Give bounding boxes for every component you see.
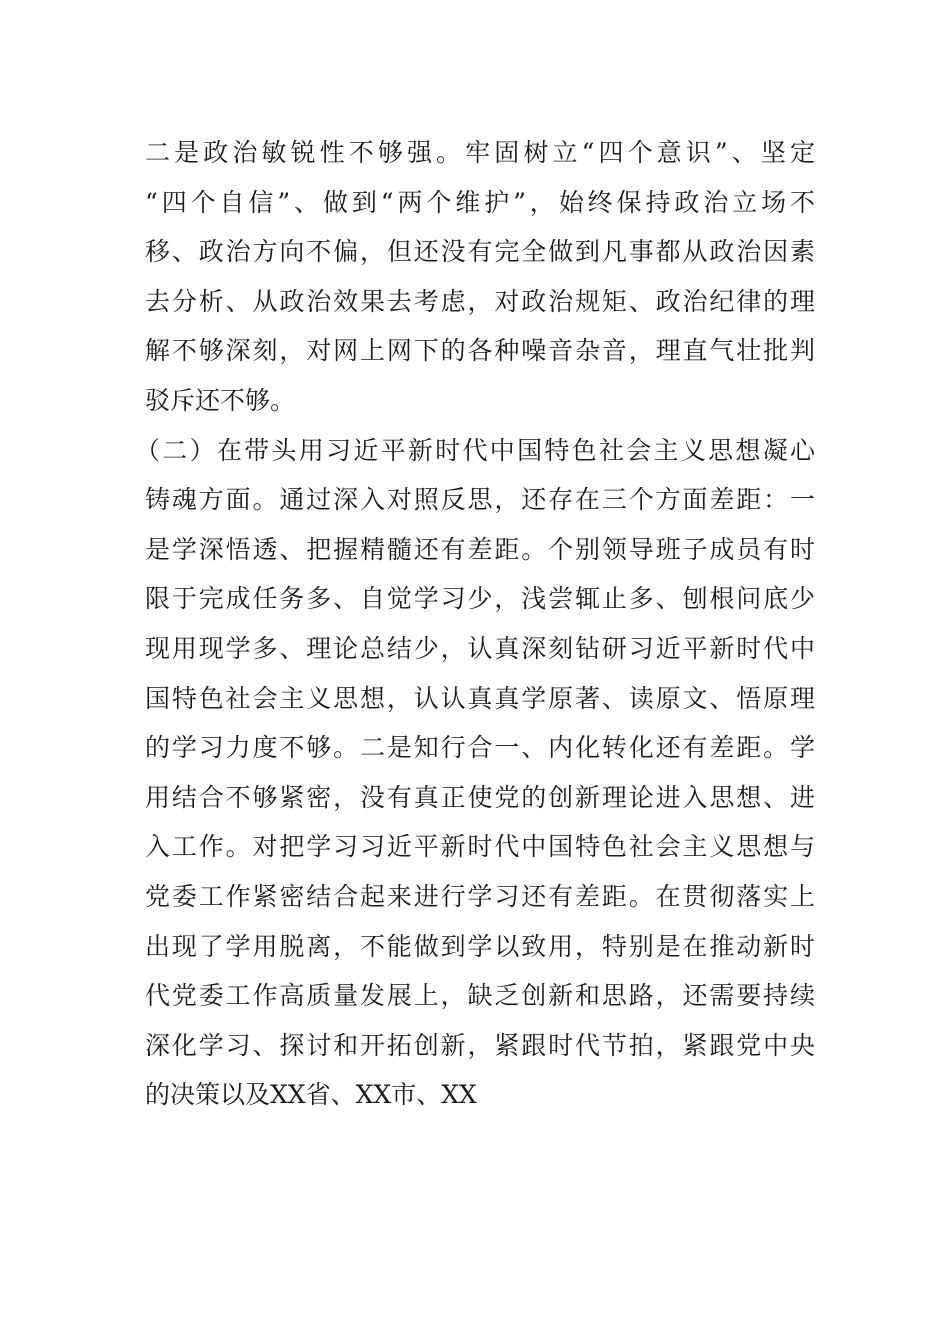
text-line: 入工作。对把学习习近平新时代中国特色社会主义思想与 (145, 832, 815, 862)
text-line: 深化学习、探讨和开拓创新，紧跟时代节拍，紧跟党中央 (145, 1030, 815, 1060)
text-line: 二是政治敏锐性不够强。牢固树立“四个意识”、坚定 (145, 138, 815, 167)
body-text (135, 128, 815, 1120)
text-line: 现用现学多、理论总结少，认真深刻钻研习近平新时代中 (145, 633, 815, 663)
text-line: 国特色社会主义思想，认认真真学原著、读原文、悟原理 (145, 683, 815, 713)
text-line: 移、政治方向不偏，但还没有完全做到凡事都从政治因素 (145, 237, 815, 267)
text-line: 的决策以及XX省、XX市、XX (145, 1080, 477, 1110)
text-line: 是学深悟透、把握精髓还有差距。个别领导班子成员有时 (145, 534, 815, 564)
text-line: 代党委工作高质量发展上，缺乏创新和思路，还需要持续 (145, 981, 815, 1011)
text-line: 用结合不够紧密，没有真正使党的创新理论进入思想、进 (145, 782, 815, 812)
text-line: 的学习力度不够。二是知行合一、内化转化还有差距。学 (145, 733, 815, 763)
text-line: 驳斥还不够。 (145, 385, 296, 415)
text-line: 铸魂方面。通过深入对照反思，还存在三个方面差距：一 (145, 485, 815, 515)
text-line: 解不够深刻，对网上网下的各种噪音杂音，理直气壮批判 (145, 336, 815, 366)
text-line: 去分析、从政治效果去考虑，对政治规矩、政治纪律的理 (145, 286, 815, 316)
text-line: 党委工作紧密结合起来进行学习还有差距。在贯彻落实上 (145, 881, 815, 911)
text-line: “四个自信”、做到“两个维护”，始终保持政治立场不 (145, 187, 815, 217)
text-line: 限于完成任务多、自觉学习少，浅尝辄止多、刨根问底少 (145, 584, 815, 614)
text-line: 出现了学用脱离，不能做到学以致用，特别是在推动新时 (145, 931, 815, 961)
section-heading-line: （二）在带头用习近平新时代中国特色社会主义思想凝心 (135, 435, 815, 465)
